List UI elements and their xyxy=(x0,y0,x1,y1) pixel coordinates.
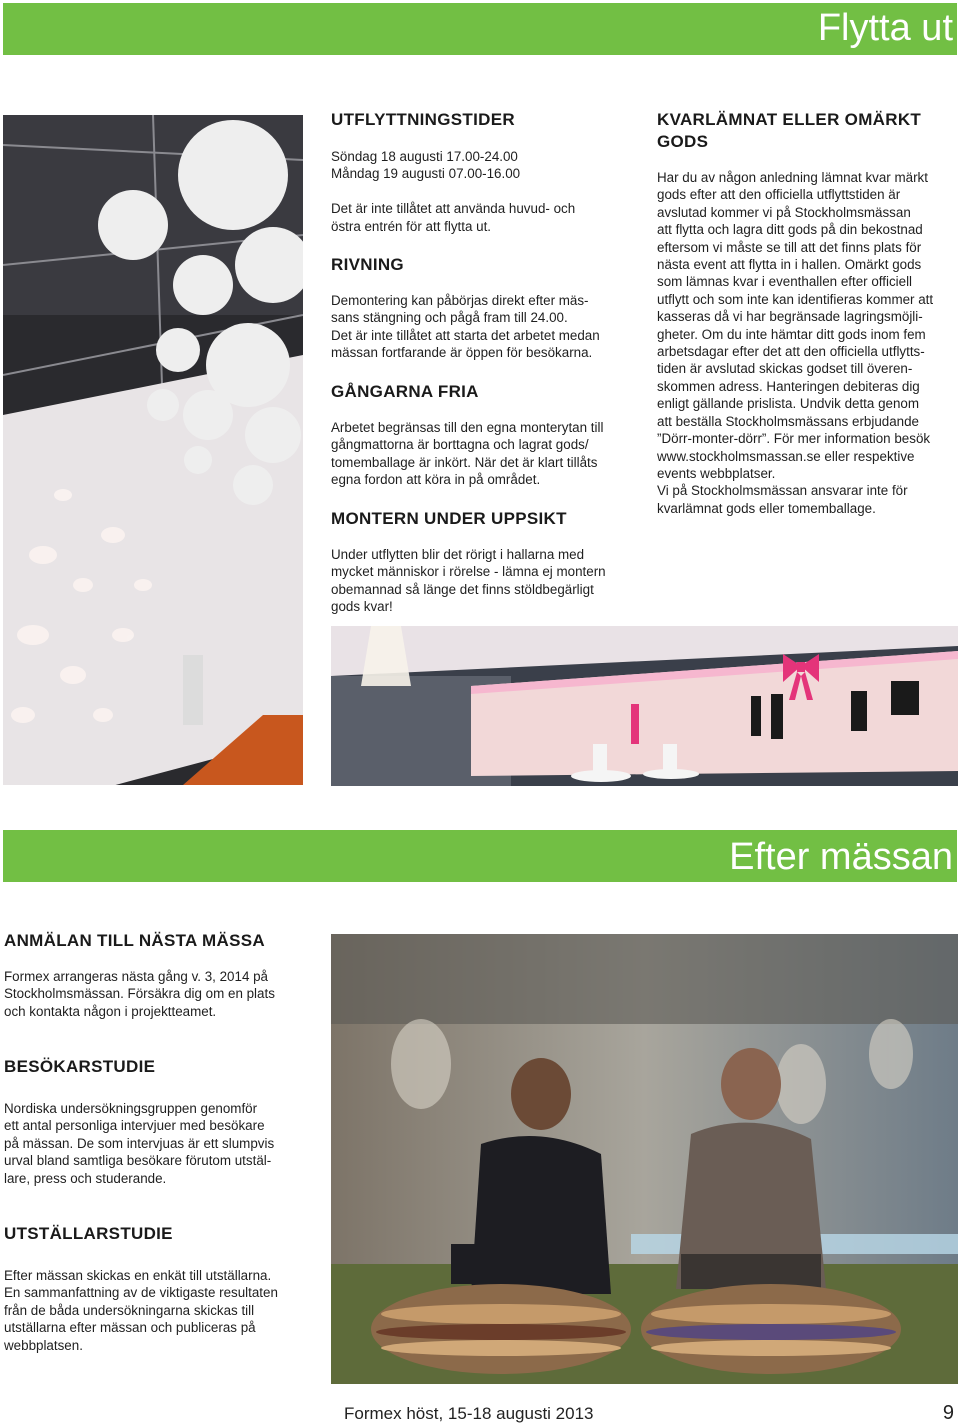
text-kvarlamnat-gods xyxy=(657,169,959,517)
text-line: utflytt och som inte kan identifieras kommer att xyxy=(657,291,934,307)
text-line: mycket människor i rörelse - lämna ej montern xyxy=(331,564,606,580)
text-line: att beställa Stockholmsmässans erbjudande xyxy=(657,413,920,429)
text-line: Demontering kan påbörjas direkt efter mäs- xyxy=(331,293,589,308)
text-line: Söndag 18 augusti 17.00-24.00 xyxy=(331,149,518,164)
text-line: som lämnas kvar i eventhallen efter officiell xyxy=(657,274,913,290)
text-line: tomemballage är inkört. När det är klart tillåts xyxy=(331,454,598,470)
text-rivning xyxy=(331,292,641,362)
text-line: Har du av någon anledning lämnat kvar märkt xyxy=(657,170,928,185)
heading-kvarlamnat-gods xyxy=(657,109,921,153)
photo-two-men-talking-illustration xyxy=(331,934,958,1384)
text-line: avslutad kommer vi på Stockholmsmässan xyxy=(657,204,911,220)
text-line: gods efter att den officiella utflyttstiden är xyxy=(657,187,901,203)
text-line: gods kvar! xyxy=(331,599,393,615)
text-line: tiden är avslutad skickas godset till överen- xyxy=(657,361,913,377)
text-line: obemannad så länge det finns stöldbegärligt xyxy=(331,581,594,597)
heading-gangarna-fria: GÅNGARNA FRIA xyxy=(331,382,479,401)
text-line: östra entrén för att flytta ut. xyxy=(331,218,492,234)
text-besokarstudie xyxy=(4,1100,314,1187)
text-line: att flytta och lagra ditt gods på din bekostnad xyxy=(657,222,923,238)
text-montern-under-uppsikt xyxy=(331,546,641,616)
text-anmalan xyxy=(4,968,314,1020)
text-line: skommen adress. Hanteringen debiteras dig xyxy=(657,378,920,394)
text-line: gheter. Om du inte hämtar ditt gods inom fem xyxy=(657,326,926,342)
section-title: Efter mässan xyxy=(729,836,953,878)
photo-fashion-booth-illustration xyxy=(331,626,958,786)
text-line: eftersom vi måste se till att det finns plats för xyxy=(657,239,922,255)
text-line: och kontakta någon i projektteamet. xyxy=(4,1003,217,1019)
text-line: enligt gällande prislista. Undvik detta genom xyxy=(657,396,920,412)
text-line: www.stockholmsmassan.se eller respektive xyxy=(657,448,915,464)
text-line: lare, press och studerande. xyxy=(4,1170,167,1186)
section-banner-flytta-ut xyxy=(3,3,957,55)
photo-fashion-booth xyxy=(331,626,958,786)
text-line: utställarna efter mässan och publiceras på xyxy=(4,1320,256,1336)
text-line: urval bland samtliga besökare förutom utstäl- xyxy=(4,1153,272,1169)
text-line: Det är inte tillåtet att starta det arbetet medan xyxy=(331,327,600,343)
text-line: webbplatsen. xyxy=(4,1337,83,1353)
text-line: nästa event att flytta in i hallen. Omärkt gods xyxy=(657,257,922,273)
text-line: ett antal personliga intervjuer med besökare xyxy=(4,1118,265,1134)
text-line: Under utflytten blir det rörigt i hallarna med xyxy=(331,547,585,562)
heading-utstallarstudie: UTSTÄLLARSTUDIE xyxy=(4,1224,173,1243)
photo-exhibition-hall xyxy=(3,115,303,785)
text-line: ”Dörr-monter-dörr”. För mer information besök xyxy=(657,431,931,447)
heading-line: GODS xyxy=(657,132,709,151)
text-utflyttningstider xyxy=(331,148,641,235)
text-line: mässan fortfarande är öppen för besökarna. xyxy=(331,345,593,361)
text-line: arbetsdagar efter det att den officiella utflytts- xyxy=(657,344,925,360)
photo-two-men-talking xyxy=(331,934,958,1384)
section-banner-efter-massan xyxy=(3,830,957,882)
text-line xyxy=(331,183,641,200)
text-line: egna fordon att köra in på området. xyxy=(331,472,541,488)
text-line: Stockholmsmässan. Försäkra dig om en plats xyxy=(4,986,275,1002)
text-line: kvarlämnat gods eller tomemballage. xyxy=(657,500,876,516)
text-line: gångmattorna är borttagna och lagrat gods/ xyxy=(331,437,589,453)
text-line: events webbplatser. xyxy=(657,465,776,481)
text-line: Måndag 19 augusti 07.00-16.00 xyxy=(331,166,521,182)
text-line: Efter mässan skickas en enkät till utställarna. xyxy=(4,1268,272,1283)
heading-anmalan: ANMÄLAN TILL NÄSTA MÄSSA xyxy=(4,931,265,950)
section-title: Flytta ut xyxy=(817,7,953,49)
text-line: Vi på Stockholmsmässan ansvarar inte för xyxy=(657,483,908,499)
heading-rivning: RIVNING xyxy=(331,255,404,274)
text-utstallarstudie xyxy=(4,1267,314,1354)
photo-exhibition-hall-illustration xyxy=(3,115,303,785)
text-line: Det är inte tillåtet att använda huvud- och xyxy=(331,201,576,217)
text-line: En sammanfattning av de viktigaste resultaten xyxy=(4,1285,278,1301)
heading-utflyttningstider: UTFLYTTNINGSTIDER xyxy=(331,110,515,129)
text-line: på mässan. De som intervjuas är ett slumpvis xyxy=(4,1135,275,1151)
heading-line: KVARLÄMNAT ELLER OMÄRKT xyxy=(657,110,922,129)
text-line: Formex arrangeras nästa gång v. 3, 2014 på xyxy=(4,969,269,984)
heading-besokarstudie: BESÖKARSTUDIE xyxy=(4,1057,156,1076)
text-line: kasseras då vi har begränsade lagringsmöjli- xyxy=(657,309,923,325)
text-line: Nordiska undersökningsgruppen genomför xyxy=(4,1101,258,1116)
text-gangarna-fria xyxy=(331,419,641,489)
text-line: sans stängning och pågå fram till 24.00. xyxy=(331,310,568,326)
heading-montern-under-uppsikt: MONTERN UNDER UPPSIKT xyxy=(331,509,567,528)
text-line: Arbetet begränsas till den egna monterytan till xyxy=(331,420,604,435)
footer-text: Formex höst, 15-18 augusti 2013 xyxy=(344,1404,594,1423)
page-number: 9 xyxy=(942,1402,954,1424)
text-line: från de båda undersökningarna skickas till xyxy=(4,1302,255,1318)
